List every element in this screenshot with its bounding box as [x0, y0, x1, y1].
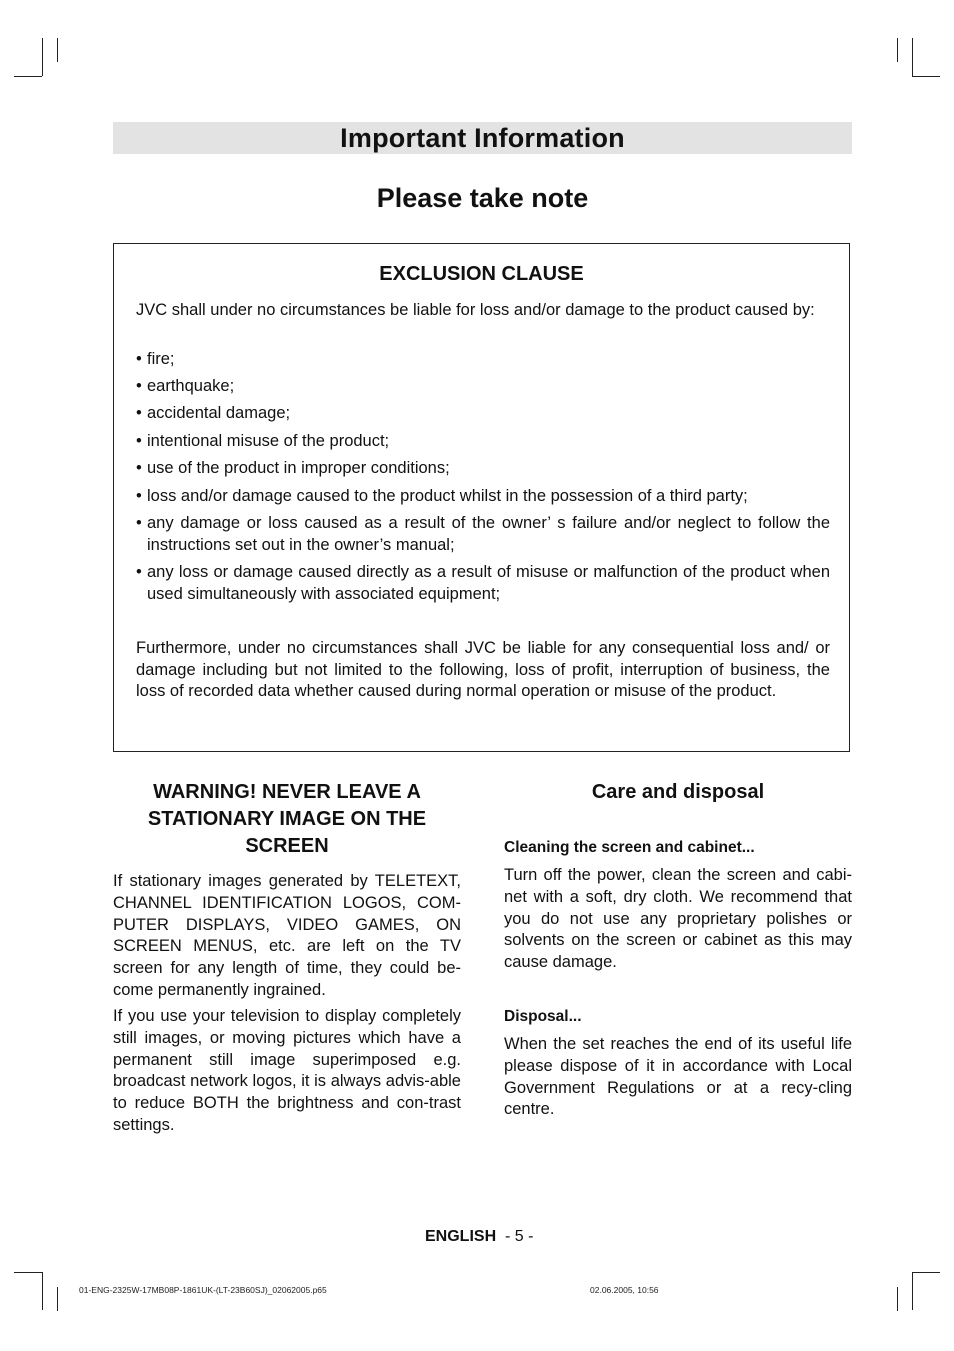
- care-heading: Care and disposal: [591, 781, 765, 803]
- bullet-mark: •: [136, 514, 142, 532]
- bullet-mark: •: [136, 459, 142, 477]
- list-item: • any damage or loss caused as a result of the owner’ s failure and/or neglect to follow the instructions set out in the owner’s manual;: [136, 514, 830, 554]
- page-footer: [425, 1228, 533, 1246]
- bullet-mark: •: [136, 432, 142, 450]
- warning-heading: WARNING! NEVER LEAVE A STATIONARY IMAGE ON THE SCREEN: [147, 781, 427, 857]
- bullet-mark: •: [136, 377, 142, 395]
- disposal-heading: Disposal...: [504, 1008, 582, 1025]
- list-item: • use of the product in improper conditions;: [136, 458, 830, 480]
- crop-mark: [912, 1272, 940, 1273]
- crop-mark: [57, 38, 58, 62]
- exclusion-furthermore: Furthermore, under no circumstances shall JVC be liable for any consequential loss and/ or damage including but not limited to the following, loss of profit, interruption of business, the loss of recorded data whether caused during normal operation or misuse of the product.: [136, 639, 830, 700]
- crop-mark: [57, 1287, 58, 1311]
- crop-mark: [897, 38, 898, 62]
- list-item: • intentional misuse of the product;: [136, 431, 830, 453]
- bullet-mark: •: [136, 487, 142, 505]
- cleaning-text: Turn off the power, clean the screen and cabi-net with a soft, dry cloth. We recommend that you do not use any proprietary polishes or solvents on the screen or cabinet as this may cause damage.: [504, 866, 852, 972]
- crop-mark: [912, 38, 913, 76]
- bullet-mark: •: [136, 563, 142, 581]
- exclusion-clause-box: [113, 243, 850, 752]
- crop-mark: [14, 1272, 42, 1273]
- bullet-mark: •: [136, 350, 142, 368]
- footer-language: ENGLISH: [425, 1228, 497, 1245]
- crop-mark: [42, 38, 43, 76]
- warning-paragraph-1: If stationary images generated by TELETEXT, CHANNEL IDENTIFICATION LOGOS, COM-PUTER DISPLAYS, VIDEO GAMES, ON SCREEN MENUS, etc. are left on the TV screen for any length of time, they could be-come permanently ingrained.: [113, 872, 461, 999]
- bullet-mark: •: [136, 404, 142, 422]
- list-item: • earthquake;: [136, 376, 830, 398]
- list-item: • any loss or damage caused directly as a result of misuse or malfunction of the product when used simultaneously with associated equipment;: [136, 563, 830, 603]
- cleaning-heading: Cleaning the screen and cabinet...: [504, 839, 755, 856]
- warning-paragraph-2: If you use your television to display completely still images, or moving pictures which have a permanent still image superimposed e.g. broadcast network logos, it is always advis-able to reduce BOTH the brightness and con-trast settings.: [113, 1007, 461, 1134]
- footer-timestamp: 02.06.2005, 10:56: [590, 1285, 659, 1295]
- page-number: - 5 -: [505, 1228, 534, 1245]
- footer-file-name: 01-ENG-2325W-17MB08P-1861UK-(LT-23B60SJ)_02062005.p65: [79, 1285, 327, 1295]
- crop-mark: [42, 1272, 43, 1310]
- list-item: • fire;: [136, 349, 830, 371]
- crop-mark: [912, 76, 940, 77]
- page-title: Important Information: [113, 122, 852, 154]
- list-item: • accidental damage;: [136, 403, 830, 425]
- crop-mark: [897, 1287, 898, 1311]
- crop-mark: [912, 1272, 913, 1310]
- exclusion-intro: JVC shall under no circumstances be liable for loss and/or damage to the product caused by:: [136, 301, 815, 319]
- crop-mark: [14, 76, 42, 77]
- disposal-text: When the set reaches the end of its useful life please dispose of it in accordance with Local Government Regulations or at a recy-cling centre.: [504, 1035, 852, 1119]
- exclusion-heading: EXCLUSION CLAUSE: [379, 263, 584, 285]
- list-item: • loss and/or damage caused to the product whilst in the possession of a third party;: [136, 486, 830, 508]
- page-subtitle: Please take note: [376, 183, 589, 213]
